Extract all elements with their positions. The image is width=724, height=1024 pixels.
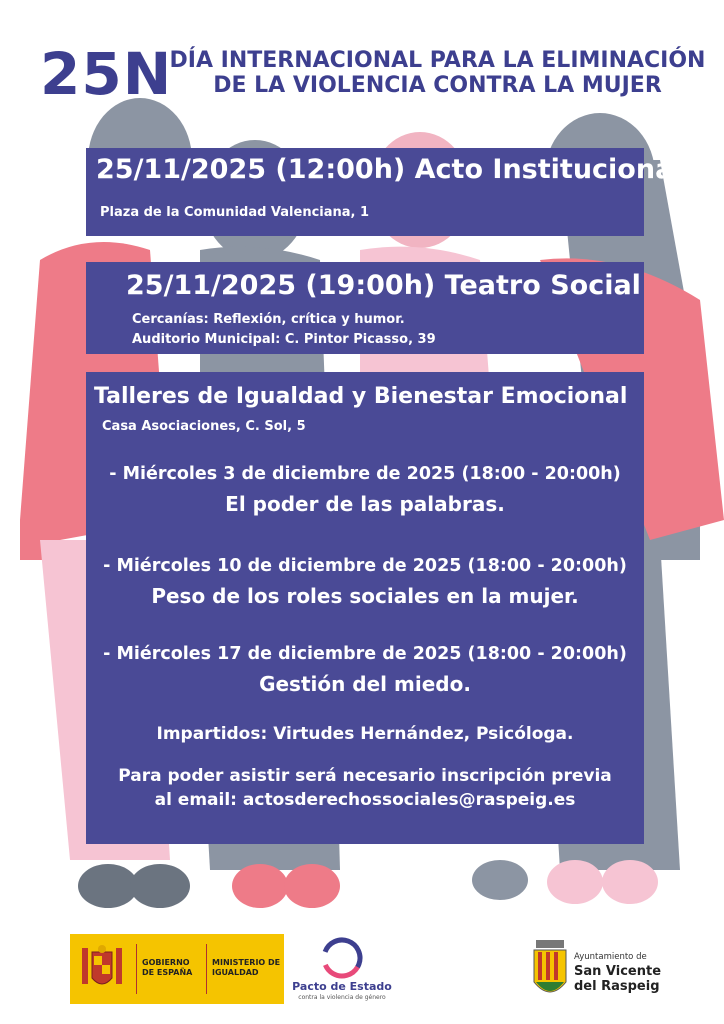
event-institucional [86, 148, 683, 236]
ayuntamiento-label: Ayuntamiento de [574, 952, 647, 962]
badge-25n: 25N [40, 40, 173, 108]
workshops-section [86, 372, 644, 844]
municipal-shield-icon [532, 940, 568, 1002]
workshops-location: Casa Asociaciones, C. Sol, 5 [102, 419, 306, 434]
event-title: 25/11/2025 (12:00h) Acto Institucional [96, 154, 683, 185]
event-teatro [86, 262, 644, 354]
page-title [165, 48, 710, 98]
divider [206, 944, 207, 994]
title-line-2: DE LA VIOLENCIA CONTRA LA MUJER [213, 73, 662, 98]
session-name: El poder de las palabras. [225, 492, 505, 516]
session-date: - Miércoles 3 de diciembre de 2025 (18:00 - 20:00h) [109, 464, 621, 484]
registration-email[interactable]: al email: actosderechossociales@raspeig.es [154, 790, 576, 810]
session-name: Peso de los roles sociales en la mujer. [151, 584, 579, 608]
instructor: Impartidos: Virtudes Hernández, Psicóloga. [156, 724, 574, 744]
pacto-icon [320, 936, 364, 980]
gobierno-logo [70, 934, 284, 1004]
divider [136, 944, 137, 994]
session-date: - Miércoles 10 de diciembre de 2025 (18:00 - 20:00h) [103, 556, 627, 576]
ministerio-label: MINISTERIO DE IGUALDAD [212, 958, 281, 977]
ayuntamiento-logo [528, 936, 698, 1010]
pacto-logo [292, 936, 392, 1008]
pacto-title: Pacto de Estado [292, 980, 392, 993]
registration-note: Para poder asistir será necesario inscripción previa [118, 766, 612, 786]
municipality-name [574, 964, 661, 994]
session-date: - Miércoles 17 de diciembre de 2025 (18:00 - 20:00h) [103, 644, 627, 664]
municipality-name-1: San Vicente [574, 964, 662, 979]
event-title: 25/11/2025 (19:00h) Teatro Social [126, 270, 641, 301]
event-location: Plaza de la Comunidad Valenciana, 1 [100, 205, 370, 220]
event-location: Auditorio Municipal: C. Pintor Picasso, 39 [132, 332, 436, 347]
session-name: Gestión del miedo. [259, 672, 471, 696]
municipality-name-2: del Raspeig [574, 979, 660, 994]
event-detail: Cercanías: Reflexión, crítica y humor. [132, 312, 405, 327]
coat-of-arms-icon [80, 944, 124, 994]
workshops-title: Talleres de Igualdad y Bienestar Emocional [94, 384, 628, 409]
pacto-subtitle: contra la violencia de género [298, 994, 386, 1001]
gobierno-label: GOBIERNO DE ESPAÑA [142, 958, 193, 977]
title-line-1: DÍA INTERNACIONAL PARA LA ELIMINACIÓN [169, 48, 706, 73]
